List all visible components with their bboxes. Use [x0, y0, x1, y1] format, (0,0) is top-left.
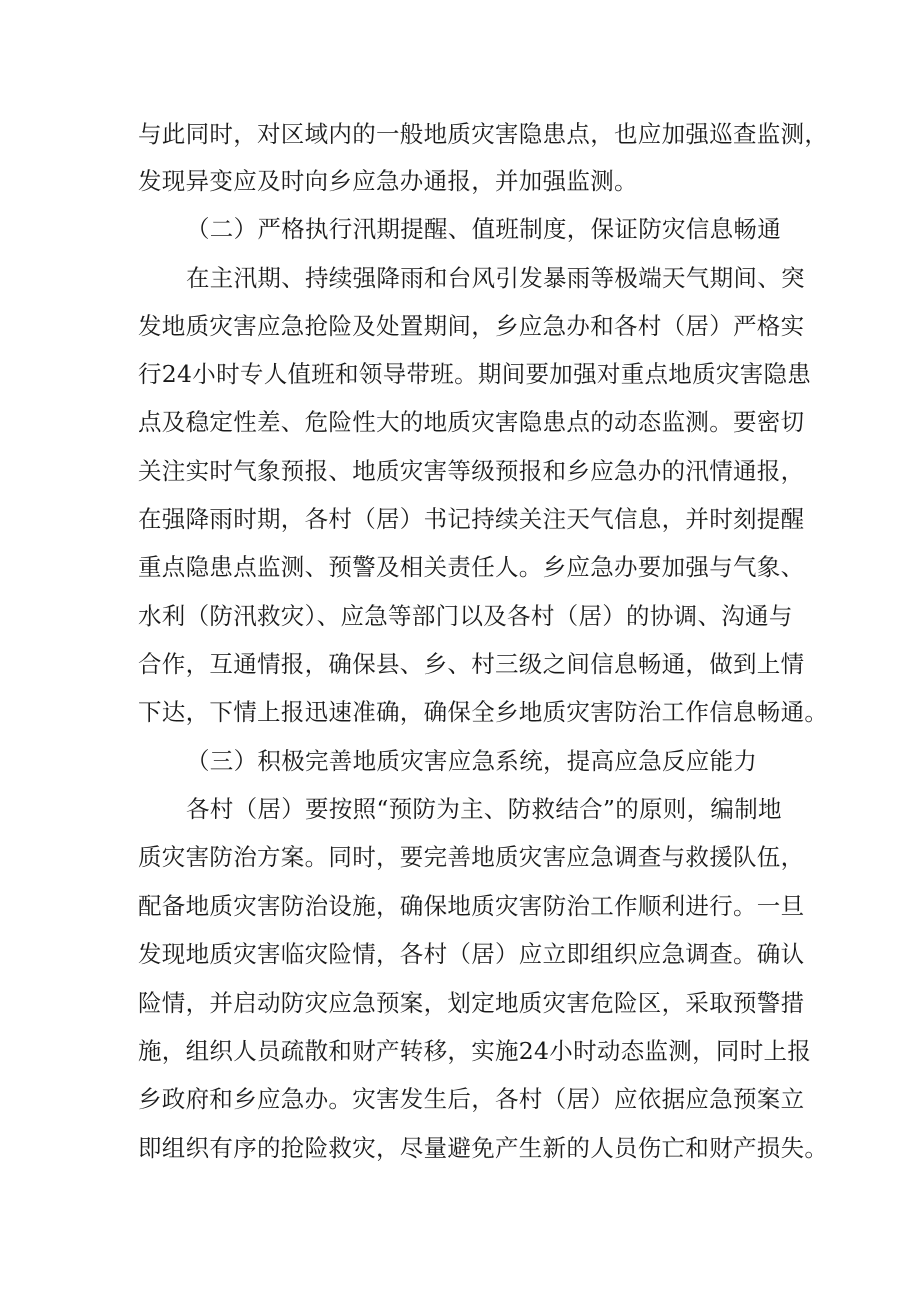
body-line-21: 乡政府和乡应急办。灾害发生后，各村（居）应依据应急预案立 — [138, 1085, 805, 1113]
body-line-17: 配备地质灾害防治设施，确保地质灾害防治工作顺利进行。一旦 — [138, 892, 805, 920]
body-line-18: 发现地质灾害临灾险情，各村（居）应立即组织应急调查。确认 — [138, 940, 805, 968]
body-line-10: 重点隐患点监测、预警及相关责任人。乡应急办要加强与气象、 — [138, 553, 805, 581]
body-line-19: 险情，并启动防灾应急预案，划定地质灾害危险区，采取预警措 — [138, 989, 805, 1017]
body-line-8: 关注实时气象预报、地质灾害等级预报和乡应急办的汛情通报， — [138, 457, 805, 485]
body-line-5: 发地质灾害应急抢险及处置期间，乡应急办和各村（居）严格实 — [138, 312, 805, 340]
body-line-1: 与此同时，对区域内的一般地质灾害隐患点，也应加强巡查监测， — [138, 120, 829, 148]
body-line-4: 在主汛期、持续强降雨和台风引发暴雨等极端天气期间、突 — [186, 264, 805, 292]
body-line-22: 即组织有序的抢险救灾，尽量避免产生新的人员伤亡和财产损失。 — [138, 1134, 829, 1162]
body-line-6: 行24小时专人值班和领导带班。期间要加强对重点地质灾害隐患 — [138, 360, 812, 388]
body-line-2: 发现异变应及时向乡应急办通报，并加强监测。 — [138, 167, 638, 195]
body-line-12: 合作，互通情报，确保县、乡、村三级之间信息畅通，做到上情 — [138, 650, 805, 678]
body-line-20: 施，组织人员疏散和财产转移，实施24小时动态监测，同时上报 — [138, 1037, 812, 1065]
body-line-11: 水利（防汛救灾）、应急等部门以及各村（居）的协调、沟通与 — [138, 602, 793, 630]
body-line-7: 点及稳定性差、危险性大的地质灾害隐患点的动态监测。要密切 — [138, 408, 805, 436]
section-heading-3: （三）积极完善地质灾害应急系统，提高应急反应能力 — [186, 747, 758, 775]
body-line-15: 各村（居）要按照“预防为主、防救结合”的原则，编制地 — [186, 795, 782, 823]
body-line-13: 下达，下情上报迅速准确，确保全乡地质灾害防治工作信息畅通。 — [138, 698, 829, 726]
body-line-16: 质灾害防治方案。同时，要完善地质灾害应急调查与救援队伍， — [138, 843, 805, 871]
body-line-9: 在强降雨时期，各村（居）书记持续关注天气信息，并时刻提醒 — [138, 505, 805, 533]
section-heading-2: （二）严格执行汛期提醒、值班制度，保证防灾信息畅通 — [186, 215, 781, 243]
